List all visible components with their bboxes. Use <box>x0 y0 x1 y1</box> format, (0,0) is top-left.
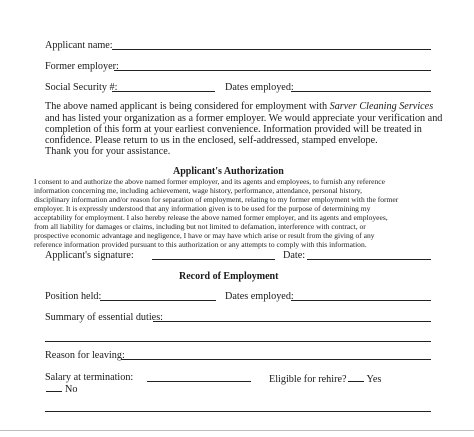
position-held-label: Position held: <box>45 291 102 302</box>
summary-duties-field-1[interactable] <box>153 321 431 322</box>
position-held-field[interactable] <box>100 300 216 301</box>
applicant-name-label: Applicant name: <box>45 40 113 51</box>
rehire-no-label: No <box>65 384 78 395</box>
authorization-line-7: prospective economic advantage and negligence, I have or may have which arise or result from the giving of any <box>34 231 375 240</box>
rehire-yes-label: Yes <box>366 374 382 385</box>
eligible-rehire-text: Eligible for rehire? <box>269 374 347 385</box>
intro-line-4: confidence. Please return to us in the enclosed, self-addressed, stamped envelope. <box>45 135 378 146</box>
dates-employed-label: Dates employed: <box>225 82 294 93</box>
signature-date-field[interactable] <box>307 259 431 260</box>
record-heading: Record of Employment <box>179 271 279 282</box>
signature-label: Applicant's signature: <box>45 250 134 261</box>
applicant-name-field[interactable] <box>112 49 431 50</box>
salary-label: Salary at termination: <box>45 372 134 383</box>
summary-duties-label: Summary of essential duties: <box>45 312 163 323</box>
salary-field[interactable] <box>147 381 251 382</box>
rehire-yes-checkbox[interactable] <box>348 372 364 382</box>
record-dates-employed-field[interactable] <box>291 300 431 301</box>
authorization-line-3: disciplinary information and/or reason for separation of employment, relating to my former employment with the former <box>34 195 399 204</box>
page-bottom-divider <box>0 430 474 431</box>
ssn-label: Social Security #: <box>45 82 118 93</box>
reason-leaving-label: Reason for leaving: <box>45 350 125 361</box>
authorization-line-8: reference information provided pursuant to this authorization or any attempts to comply with this information. <box>34 240 367 249</box>
authorization-heading: Applicant's Authorization <box>173 166 284 177</box>
summary-duties-field-2[interactable] <box>45 341 431 342</box>
intro-line-5: Thank you for your assistance. <box>45 146 171 157</box>
rehire-no-checkbox[interactable] <box>46 382 62 392</box>
authorization-line-5: acceptability for employment. I also hereby release the above named former employer, and its agents and employees, <box>34 213 388 222</box>
record-dates-employed-label: Dates employed: <box>225 291 294 302</box>
authorization-line-2: information concerning me, including achievement, wage history, performance, attendance, personal history, <box>34 186 363 195</box>
signature-date-label: Date: <box>283 250 306 261</box>
rehire-no-group <box>45 382 77 396</box>
former-employer-field[interactable] <box>114 70 431 71</box>
company-name: Sarver Cleaning Services <box>329 101 434 112</box>
former-employer-label: Former employer: <box>45 61 119 72</box>
dates-employed-field[interactable] <box>291 91 431 92</box>
signature-field[interactable] <box>152 259 275 260</box>
authorization-line-4: employer. It is expressly understood that any information given is to be used for the purpose of determining my <box>34 204 371 213</box>
intro-line-3: completion of this form at your earliest convenience. Information provided will be treated in <box>45 124 422 135</box>
ssn-field[interactable] <box>112 91 215 92</box>
bottom-field[interactable] <box>45 411 431 412</box>
reason-leaving-field[interactable] <box>121 359 431 360</box>
authorization-line-1: I consent to and authorize the above named former employer, and its agents and employees, to furnish any reference <box>34 177 385 186</box>
authorization-line-6: from all liability for damages or claims, including but not limited to defamation, interference with contract, or <box>34 222 366 231</box>
intro-line-2: and has listed your organization as a former employer. We would appreciate your verification and <box>45 113 443 124</box>
intro-line-1 <box>45 101 433 113</box>
intro-text: The above named applicant is being considered for employment with <box>45 101 330 112</box>
eligible-rehire-label <box>269 372 381 386</box>
